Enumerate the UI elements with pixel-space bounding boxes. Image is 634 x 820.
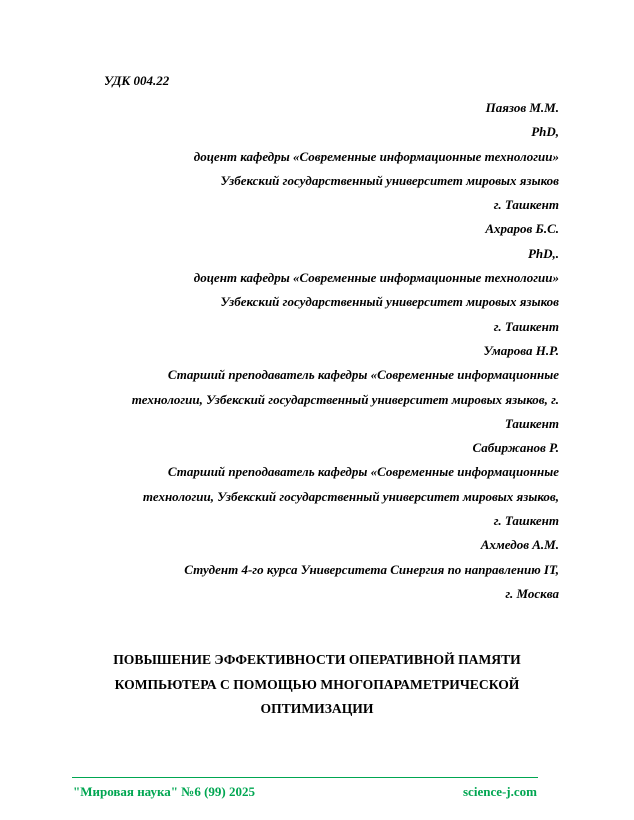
author-position: доцент кафедры «Современные информационные технологии» (193, 270, 559, 286)
author-affiliation: технологии, Узбекский государственный университет мировых языков, г. (131, 391, 559, 407)
author-affiliation: технологии, Узбекский государственный университет мировых языков, (142, 488, 559, 504)
author-city: г. Москва (505, 585, 559, 601)
title-line: ОПТИМИЗАЦИИ (260, 701, 374, 716)
author-city: г. Ташкент (493, 197, 559, 213)
author-name: Паязов М.М. (485, 100, 559, 115)
udk-code: УДК 004.22 (104, 73, 170, 88)
journal-issue: "Мировая наука" №6 (99) 2025 (73, 784, 255, 799)
author-city: г. Ташкент (493, 318, 559, 334)
author-block (60, 96, 559, 606)
author-name: Сабиржанов Р. (472, 440, 559, 456)
author-position: Старший преподаватель кафедры «Современные информационные (167, 464, 559, 480)
footer-divider (72, 777, 538, 778)
author-affiliation: Узбекский государственный университет мировых языков (220, 294, 559, 310)
author-name: Ахмедов А.М. (480, 537, 559, 553)
author-degree: PhD, (531, 124, 559, 140)
title-line: КОМПЬЮТЕРА С ПОМОЩЬЮ МНОГОПАРАМЕТРИЧЕСКОЙ (114, 676, 520, 692)
title-line: ПОВЫШЕНИЕ ЭФФЕКТИВНОСТИ ОПЕРАТИВНОЙ ПАМЯТИ (113, 652, 521, 667)
author-position: Старший преподаватель кафедры «Современные информационные (167, 367, 559, 383)
author-degree: PhD,. (527, 245, 559, 261)
author-position: Студент 4-го курса Университета Синергия по направлению IT, (184, 561, 559, 577)
author-position: доцент кафедры «Современные информационные технологии» (193, 148, 559, 164)
author-affiliation: Узбекский государственный университет мировых языков (220, 172, 559, 188)
paper-title (70, 648, 564, 722)
author-name: Ахраров Б.С. (485, 221, 559, 237)
author-name: Умарова Н.Р. (483, 342, 559, 358)
author-city: г. Ташкент (493, 513, 559, 529)
journal-website: science-j.com (463, 784, 537, 799)
author-city: Ташкент (504, 415, 559, 431)
